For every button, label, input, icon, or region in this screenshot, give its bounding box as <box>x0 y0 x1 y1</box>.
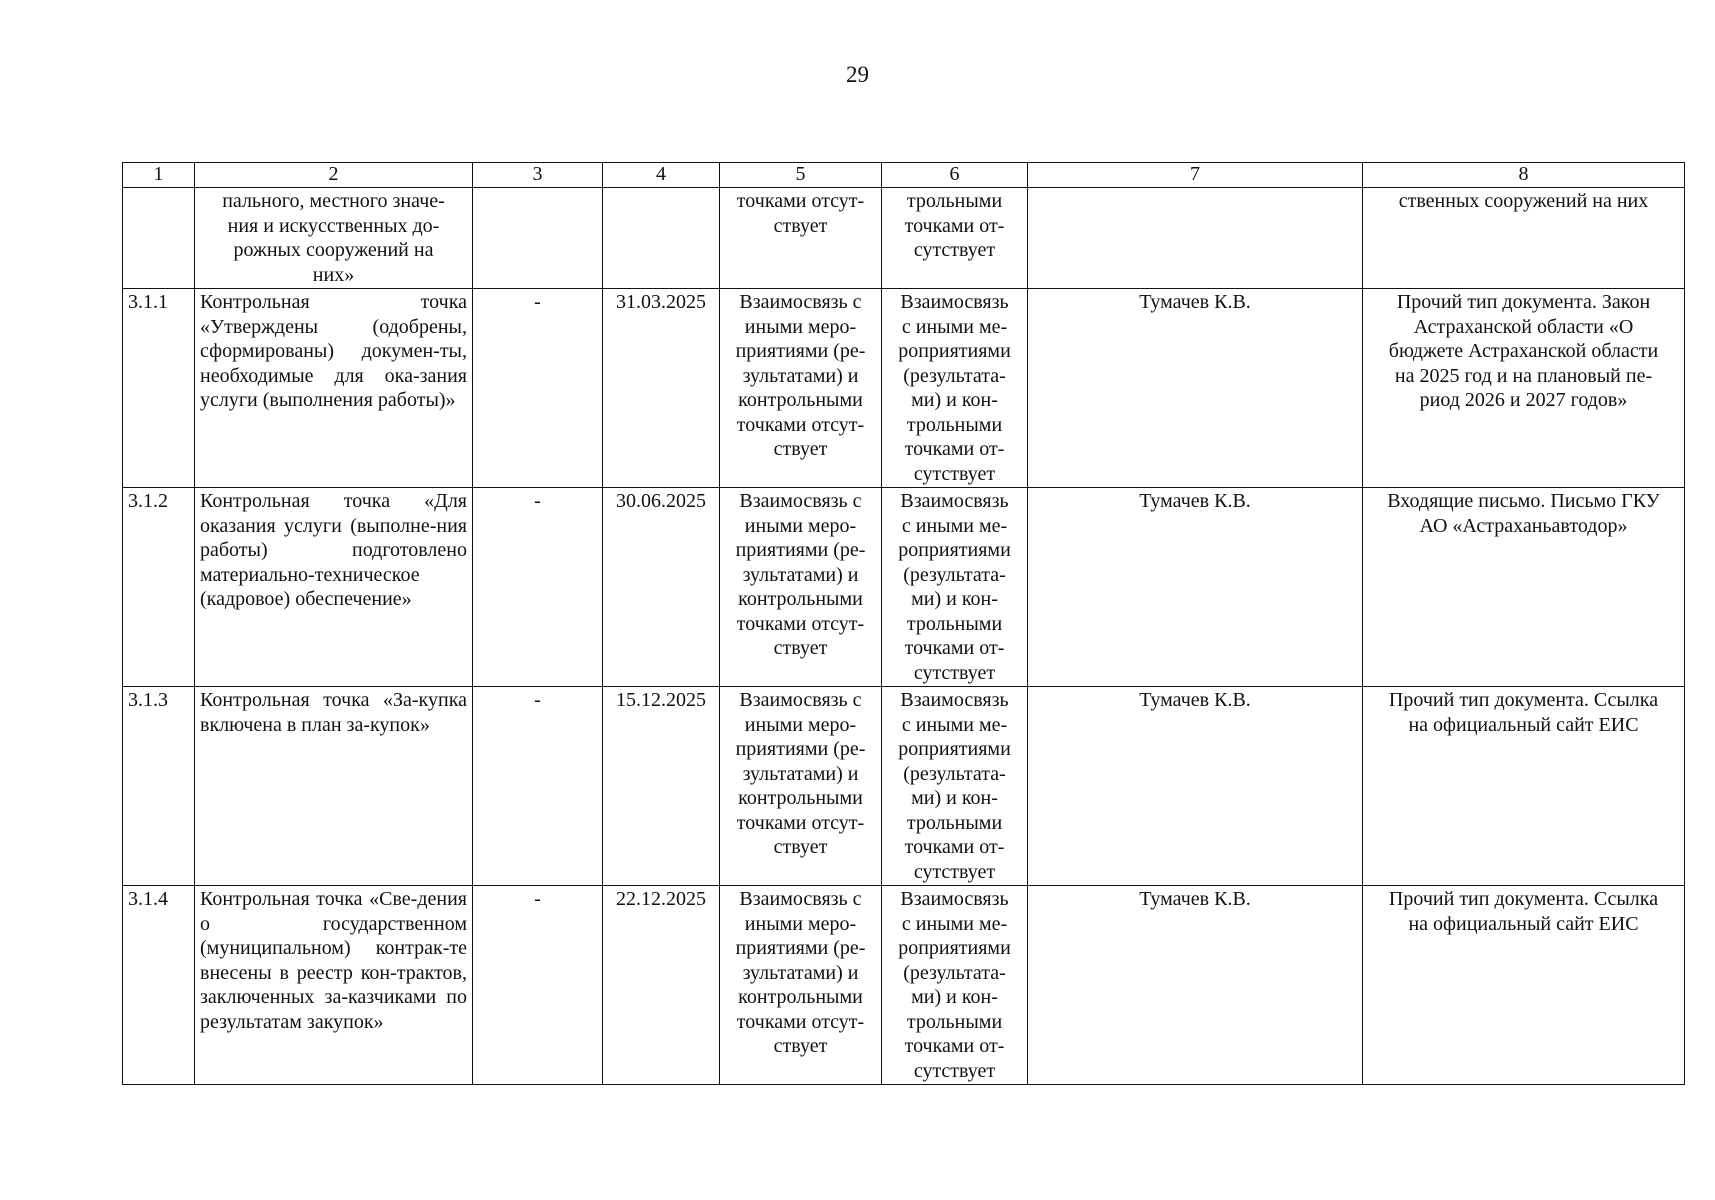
column-header-3: 3 <box>473 163 603 188</box>
cell-number-text: 3.1.2 <box>128 490 168 512</box>
cell-responsible-text: Тумачев К.В. <box>1139 888 1251 910</box>
cell-responsible-text: Тумачев К.В. <box>1139 291 1251 313</box>
cell-document-text: ственных сооружений на них <box>1398 190 1649 212</box>
cell-col6 <box>882 488 1028 687</box>
cell-responsible <box>1028 188 1363 289</box>
cell-col6 <box>882 289 1028 488</box>
cell-responsible <box>1028 886 1363 1085</box>
cell-col3 <box>473 488 603 687</box>
column-header-1: 1 <box>123 163 195 188</box>
cell-col3-text: - <box>534 689 541 711</box>
cell-document <box>1363 488 1685 687</box>
cell-name-text: Контрольная точка «Утверждены (одобрены, сформированы) докумен-ты, необходимые для ока-зания услуги (выполнения работы)» <box>200 291 467 411</box>
cell-name <box>195 687 473 886</box>
cell-col3 <box>473 188 603 289</box>
cell-col6 <box>882 687 1028 886</box>
cell-col6-text: трольными точками от- сутствует <box>904 190 1005 261</box>
cell-document-text: Прочий тип документа. Закон Астраханской области «О бюджете Астраханской области на 2025 год и на плановый пе- риод 2026 и 2027 годов» <box>1388 291 1659 411</box>
table-row <box>123 687 1685 886</box>
cell-col6 <box>882 188 1028 289</box>
cell-col3 <box>473 289 603 488</box>
cell-number <box>123 886 195 1085</box>
cell-number <box>123 488 195 687</box>
cell-col3-text: - <box>534 888 541 910</box>
cell-document-text: Входящие письмо. Письмо ГКУ АО «Астраханьавтодор» <box>1387 490 1660 537</box>
cell-document <box>1363 687 1685 886</box>
table-row <box>123 488 1685 687</box>
column-header-8: 8 <box>1363 163 1685 188</box>
cell-col5-text: Взаимосвязь с иными меро- приятиями (ре- зультатами) и контрольными точками отсут- ствует <box>735 291 866 460</box>
cell-name <box>195 188 473 289</box>
cell-document <box>1363 188 1685 289</box>
cell-col5 <box>720 289 882 488</box>
cell-date-text: 30.06.2025 <box>616 490 706 512</box>
cell-responsible <box>1028 687 1363 886</box>
cell-number-text: 3.1.4 <box>128 888 168 910</box>
cell-col3-text: - <box>534 490 541 512</box>
cell-date <box>603 289 720 488</box>
cell-col6-text: Взаимосвязь с иными ме- роприятиями (результата- ми) и кон- трольными точками от- сутствует <box>898 689 1011 883</box>
cell-date <box>603 687 720 886</box>
cell-col5-text: Взаимосвязь с иными меро- приятиями (ре- зультатами) и контрольными точками отсут- ствует <box>735 689 866 858</box>
cell-number-text: 3.1.3 <box>128 689 168 711</box>
cell-name-text: Контрольная точка «Све-дения о государственном (муниципальном) контрак-те внесены в реестр кон-трактов, заключенных за-казчиками по результатам закупок» <box>200 888 467 1033</box>
cell-col6-text: Взаимосвязь с иными ме- роприятиями (результата- ми) и кон- трольными точками от- сутствует <box>898 291 1011 485</box>
cell-responsible-text: Тумачев К.В. <box>1139 689 1251 711</box>
cell-responsible-text: Тумачев К.В. <box>1139 490 1251 512</box>
cell-date-text: 31.03.2025 <box>616 291 706 313</box>
cell-name-text: Контрольная точка «За-купка включена в план за-купок» <box>200 689 467 736</box>
page-number: 29 <box>846 62 869 87</box>
cell-document <box>1363 289 1685 488</box>
cell-number <box>123 289 195 488</box>
cell-name <box>195 488 473 687</box>
cell-name-text: пального, местного значе- ния и искусственных до- рожных сооружений на них» <box>222 190 445 286</box>
control-points-table <box>122 162 1685 1085</box>
cell-date <box>603 188 720 289</box>
cell-responsible <box>1028 488 1363 687</box>
cell-col3-text: - <box>534 291 541 313</box>
cell-responsible <box>1028 289 1363 488</box>
cell-col3 <box>473 886 603 1085</box>
cell-col5 <box>720 488 882 687</box>
cell-col5 <box>720 687 882 886</box>
cell-col5-text: точками отсут- ствует <box>736 190 865 237</box>
cell-document <box>1363 886 1685 1085</box>
cell-document-text: Прочий тип документа. Ссылка на официальный сайт ЕИС <box>1388 689 1659 736</box>
header-row <box>123 163 1685 188</box>
table-row-continuation <box>123 188 1685 289</box>
cell-number-text: 3.1.1 <box>128 291 168 313</box>
cell-date-text: 22.12.2025 <box>616 888 706 910</box>
cell-col6 <box>882 886 1028 1085</box>
cell-date-text: 15.12.2025 <box>616 689 706 711</box>
cell-col5-text: Взаимосвязь с иными меро- приятиями (ре- зультатами) и контрольными точками отсут- ствует <box>735 490 866 659</box>
column-header-5: 5 <box>720 163 882 188</box>
cell-col5-text: Взаимосвязь с иными меро- приятиями (ре- зультатами) и контрольными точками отсут- ствует <box>735 888 866 1057</box>
cell-name <box>195 289 473 488</box>
cell-col3 <box>473 687 603 886</box>
column-header-4: 4 <box>603 163 720 188</box>
column-header-2: 2 <box>195 163 473 188</box>
column-header-6: 6 <box>882 163 1028 188</box>
cell-number <box>123 188 195 289</box>
cell-col5 <box>720 886 882 1085</box>
cell-document-text: Прочий тип документа. Ссылка на официальный сайт ЕИС <box>1388 888 1659 935</box>
column-header-7: 7 <box>1028 163 1363 188</box>
cell-col5 <box>720 188 882 289</box>
cell-col6-text: Взаимосвязь с иными ме- роприятиями (результата- ми) и кон- трольными точками от- сутствует <box>898 888 1011 1082</box>
cell-name-text: Контрольная точка «Для оказания услуги (выполне-ния работы) подготовлено материально-техническое (кадровое) обеспечение» <box>200 490 467 610</box>
cell-number <box>123 687 195 886</box>
table-row <box>123 289 1685 488</box>
cell-date <box>603 488 720 687</box>
cell-date <box>603 886 720 1085</box>
cell-name <box>195 886 473 1085</box>
table-row <box>123 886 1685 1085</box>
cell-col6-text: Взаимосвязь с иными ме- роприятиями (результата- ми) и кон- трольными точками от- сутствует <box>898 490 1011 684</box>
